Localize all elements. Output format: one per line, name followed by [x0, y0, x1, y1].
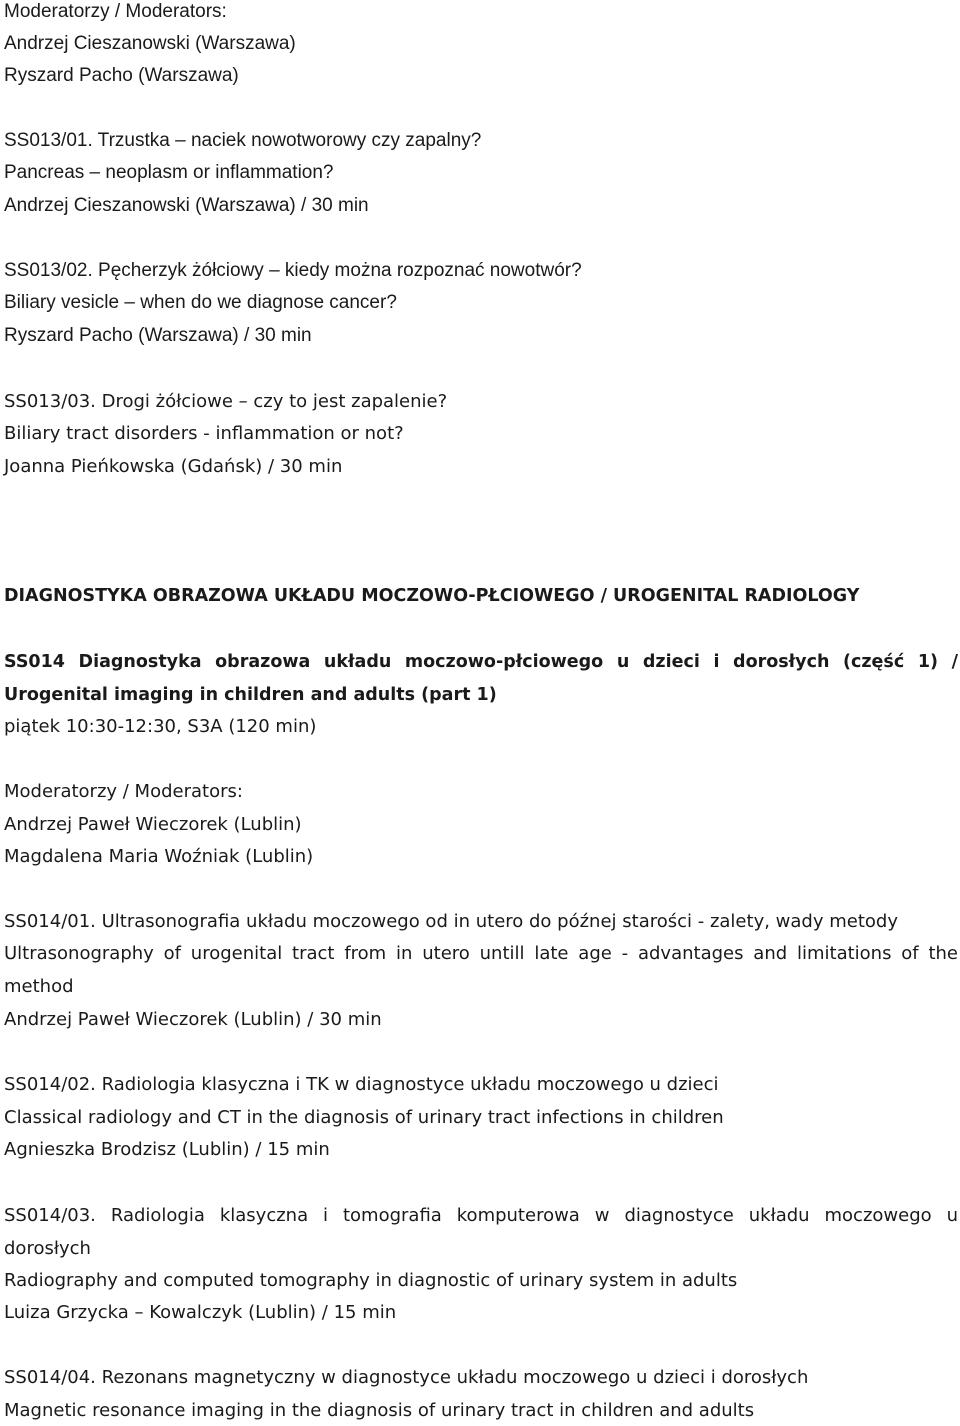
moderators-label: Moderatorzy / Moderators:: [4, 1, 227, 22]
talk-title-en: Biliary tract disorders - inflammation or not?: [4, 423, 404, 444]
talk-speaker: Andrzej Cieszanowski (Warszawa) / 30 min: [4, 195, 369, 216]
talk-title-pl: SS013/01. Trzustka – naciek nowotworowy czy zapalny?: [4, 130, 482, 151]
talk-speaker: Luiza Grzycka – Kowalczyk (Lublin) / 15 min: [4, 1302, 397, 1323]
talk-title-en: Classical radiology and CT in the diagnosis of urinary tract infections in children: [4, 1107, 724, 1128]
talk-speaker: Agnieszka Brodzisz (Lublin) / 15 min: [4, 1139, 330, 1160]
talk-title-pl: SS013/03. Drogi żółciowe – czy to jest zapalenie?: [4, 391, 448, 412]
talk-title-pl: SS014/02. Radiologia klasyczna i TK w diagnostyce układu moczowego u dzieci: [4, 1074, 719, 1095]
talk-speaker: Joanna Pieńkowska (Gdańsk) / 30 min: [4, 456, 343, 477]
talk-title-en: Magnetic resonance imaging in the diagnosis of urinary tract in children and adults: [4, 1400, 755, 1421]
moderator-name: Andrzej Paweł Wieczorek (Lublin): [4, 814, 302, 835]
moderator-name: Ryszard Pacho (Warszawa): [4, 65, 239, 86]
talk-title-en: Ultrasonography of urogenital tract from in utero untill late age - advantages and limitations of the method: [4, 943, 958, 997]
session-title: SS014 Diagnostyka obrazowa układu moczowo-płciowego u dzieci i dorosłych (część 1) / Urogenital imaging in children and adults (part 1): [4, 652, 958, 705]
moderator-name: Andrzej Cieszanowski (Warszawa): [4, 33, 296, 54]
talk-title-pl: SS013/02. Pęcherzyk żółciowy – kiedy można rozpoznać nowotwór?: [4, 260, 582, 281]
talk-title-en: Pancreas – neoplasm or inflammation?: [4, 162, 334, 183]
section-heading: DIAGNOSTYKA OBRAZOWA UKŁADU MOCZOWO-PŁCIOWEGO / UROGENITAL RADIOLOGY: [4, 586, 860, 606]
session-time: piątek 10:30-12:30, S3A (120 min): [4, 716, 317, 737]
moderator-name: Magdalena Maria Woźniak (Lublin): [4, 846, 314, 867]
talk-speaker: Andrzej Paweł Wieczorek (Lublin) / 30 min: [4, 1009, 382, 1030]
talk-title-pl: SS014/01. Ultrasonografia układu moczowego od in utero do późnej starości - zalety, wady metody: [4, 911, 898, 932]
talk-title-en: Radiography and computed tomography in diagnostic of urinary system in adults: [4, 1270, 738, 1291]
moderators-label: Moderatorzy / Moderators:: [4, 781, 243, 802]
talk-title-pl: SS014/04. Rezonans magnetyczny w diagnostyce układu moczowego u dzieci i dorosłych: [4, 1367, 809, 1388]
talk-title-en: Biliary vesicle – when do we diagnose cancer?: [4, 292, 397, 313]
talk-speaker: Ryszard Pacho (Warszawa) / 30 min: [4, 325, 312, 346]
talk-title-pl: SS014/03. Radiologia klasyczna i tomografia komputerowa w diagnostyce układu moczowego u dorosłych: [4, 1205, 958, 1259]
